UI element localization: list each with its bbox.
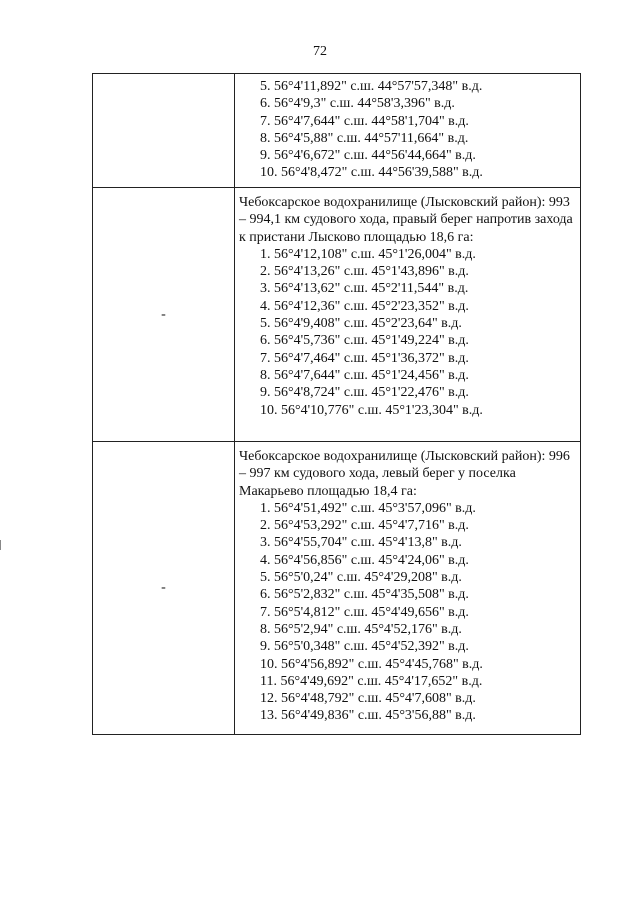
- table-row: [93, 442, 581, 735]
- list-item: 2. 56°4'13,26" с.ш. 45°1'43,896" в.д.: [260, 264, 469, 280]
- list-item: 6. 56°4'9,3" с.ш. 44°58'3,396" в.д.: [260, 96, 455, 112]
- list-item: 9. 56°4'8,724" с.ш. 45°1'22,476" в.д.: [260, 385, 469, 401]
- list-item: 5. 56°4'11,892" с.ш. 44°57'57,348" в.д.: [260, 79, 483, 94]
- list-item: 8. 56°4'7,644" с.ш. 45°1'24,456" в.д.: [260, 367, 469, 383]
- coordinate-list: [239, 78, 576, 182]
- section-description: Чебоксарское водохранилище (Лысковский район): 993 – 994,1 км судового хода, правый берег напротив захода к пристани Лысково площадью 18,6 га:: [239, 195, 573, 245]
- list-item: 8. 56°5'2,94" с.ш. 45°4'52,176" в.д.: [260, 621, 462, 637]
- left-cell: [93, 188, 235, 442]
- list-item: 9. 56°4'6,672" с.ш. 44°56'44,664" в.д.: [260, 148, 476, 164]
- coordinate-list: [239, 500, 576, 725]
- list-item: 7. 56°5'4,812" с.ш. 45°4'49,656" в.д.: [260, 604, 469, 620]
- section-description: Чебоксарское водохранилище (Лысковский район): 996 – 997 км судового хода, левый берег у поселка Макарьево площадью 18,4 га:: [239, 449, 570, 499]
- list-item: 8. 56°4'5,88" с.ш. 44°57'11,664" в.д.: [260, 130, 469, 146]
- scan-edge-mark: [0, 540, 1, 550]
- list-item: 4. 56°4'56,856" с.ш. 45°4'24,06" в.д.: [260, 552, 469, 568]
- left-cell-text: -: [161, 306, 166, 322]
- right-cell: [235, 442, 581, 735]
- coordinates-table: [92, 73, 581, 735]
- list-item: 5. 56°4'9,408" с.ш. 45°2'23,64" в.д.: [260, 316, 462, 332]
- list-item: 6. 56°4'5,736" с.ш. 45°1'49,224" в.д.: [260, 333, 469, 349]
- list-item: 1. 56°4'51,492" с.ш. 45°3'57,096" в.д.: [260, 500, 476, 516]
- left-cell-text: -: [161, 580, 166, 595]
- table-row: [93, 74, 581, 188]
- list-item: 7. 56°4'7,464" с.ш. 45°1'36,372" в.д.: [260, 350, 469, 366]
- list-item: 11. 56°4'49,692" с.ш. 45°4'17,652" в.д.: [260, 673, 483, 689]
- table-row: [93, 188, 581, 442]
- list-item: 12. 56°4'48,792" с.ш. 45°4'7,608" в.д.: [260, 691, 476, 707]
- list-item: 7. 56°4'7,644" с.ш. 44°58'1,704" в.д.: [260, 113, 469, 129]
- right-cell: [235, 188, 581, 442]
- list-item: 10. 56°4'56,892" с.ш. 45°4'45,768" в.д.: [260, 656, 483, 672]
- left-cell: [93, 74, 235, 188]
- list-item: 6. 56°5'2,832" с.ш. 45°4'35,508" в.д.: [260, 587, 469, 603]
- left-cell: [93, 442, 235, 735]
- list-item: 13. 56°4'49,836" с.ш. 45°3'56,88" в.д.: [260, 708, 476, 724]
- list-item: 10. 56°4'10,776" с.ш. 45°1'23,304" в.д.: [260, 402, 483, 418]
- list-item: 9. 56°5'0,348" с.ш. 45°4'52,392" в.д.: [260, 639, 469, 655]
- list-item: 2. 56°4'53,292" с.ш. 45°4'7,716" в.д.: [260, 518, 469, 534]
- coordinate-list: [239, 246, 576, 419]
- list-item: 10. 56°4'8,472" с.ш. 44°56'39,588" в.д.: [260, 165, 483, 181]
- right-cell: [235, 74, 581, 188]
- list-item: 5. 56°5'0,24" с.ш. 45°4'29,208" в.д.: [260, 570, 462, 586]
- list-item: 3. 56°4'13,62" с.ш. 45°2'11,544" в.д.: [260, 281, 469, 297]
- list-item: 3. 56°4'55,704" с.ш. 45°4'13,8" в.д.: [260, 535, 462, 551]
- list-item: 4. 56°4'12,36" с.ш. 45°2'23,352" в.д.: [260, 298, 469, 314]
- page-number: 72: [313, 44, 327, 59]
- list-item: 1. 56°4'12,108" с.ш. 45°1'26,004" в.д.: [260, 246, 476, 262]
